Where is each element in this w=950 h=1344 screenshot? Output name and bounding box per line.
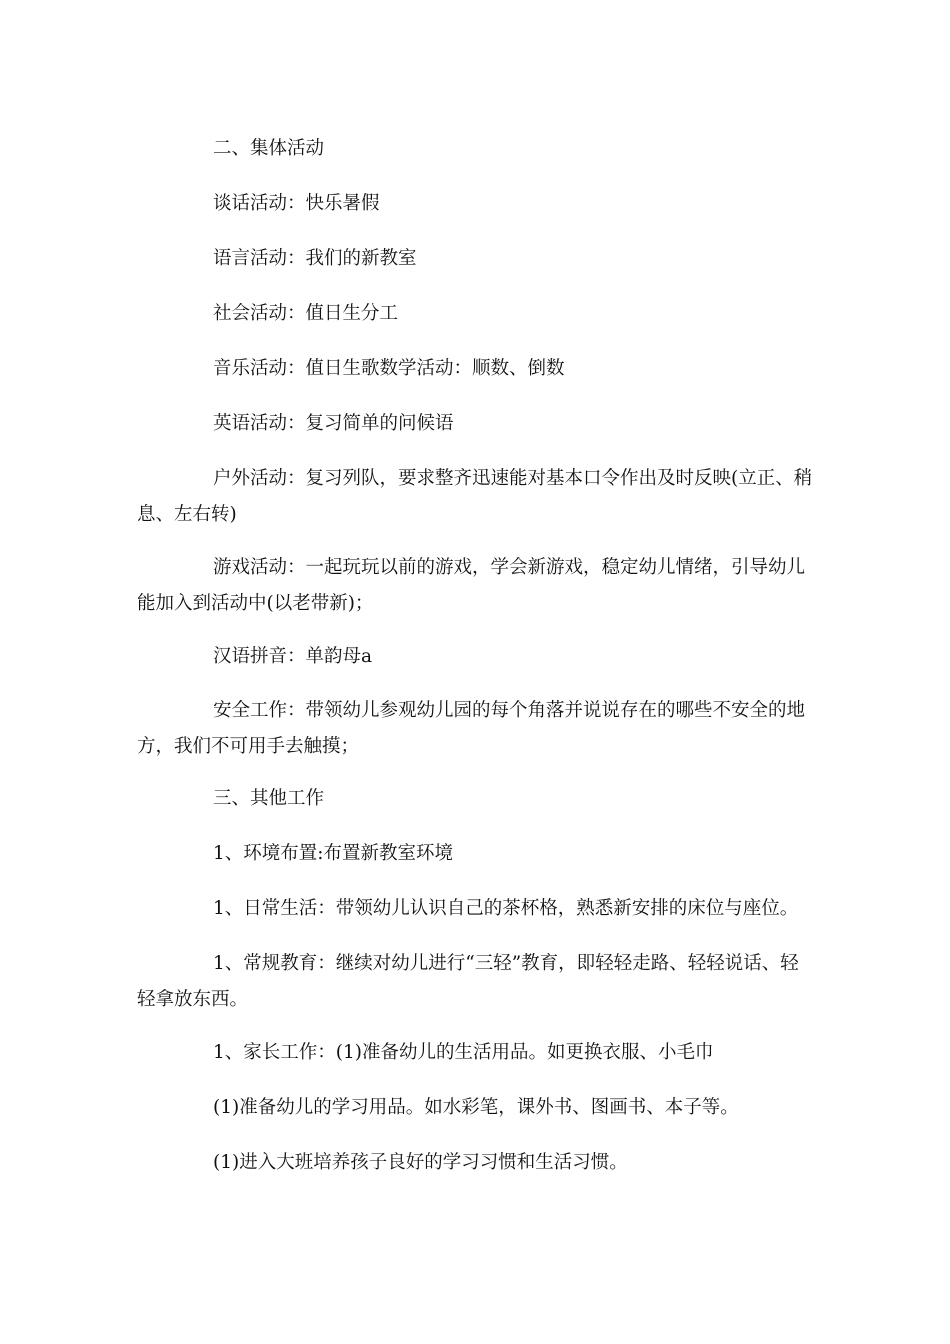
paragraph-pinyin: 汉语拼音：单韵母a: [213, 646, 373, 667]
paragraph-study-supplies: (1)准备幼儿的学习用品。如水彩笔，课外书、图画书、本子等。: [213, 1097, 739, 1118]
section-heading-other-work: 三、其他工作: [213, 788, 325, 809]
paragraph-english-activity: 英语活动：复习简单的问候语: [213, 413, 454, 434]
paragraph-environment: 1、环境布置:布置新教室环境: [213, 843, 454, 864]
paragraph-social-activity: 社会活动：值日生分工: [213, 303, 399, 324]
paragraph-talk-activity: 谈话活动：快乐暑假: [213, 193, 380, 214]
paragraph-outdoor-activity: 户外活动：复习列队，要求整齐迅速能对基本口令作出及时反映(立正、稍息、左右转): [137, 468, 813, 525]
paragraph-study-habits: (1)进入大班培养孩子良好的学习习惯和生活习惯。: [213, 1152, 628, 1173]
paragraph-game-activity: 游戏活动：一起玩玩以前的游戏，学会新游戏，稳定幼儿情绪，引导幼儿能加入到活动中(以老带新)；: [137, 557, 806, 614]
paragraph-parent-work: 1、家长工作：(1)准备幼儿的生活用品。如更换衣服、小毛巾: [213, 1042, 714, 1063]
paragraph-language-activity: 语言活动：我们的新教室: [213, 248, 417, 269]
paragraph-safety-work: 安全工作：带领幼儿参观幼儿园的每个角落并说说存在的哪些不安全的地方，我们不可用手去触摸；: [137, 700, 806, 757]
paragraph-daily-life: 1、日常生活：带领幼儿认识自己的茶杯格，熟悉新安排的床位与座位。: [213, 898, 799, 919]
paragraph-routine-education: 1、常规教育：继续对幼儿进行“三轻”教育，即轻轻走路、轻轻说话、轻轻拿放东西。: [137, 953, 799, 1010]
paragraph-music-activity: 音乐活动：值日生歌数学活动：顺数、倒数: [213, 358, 565, 379]
section-heading-group-activities: 二、集体活动: [213, 138, 325, 159]
